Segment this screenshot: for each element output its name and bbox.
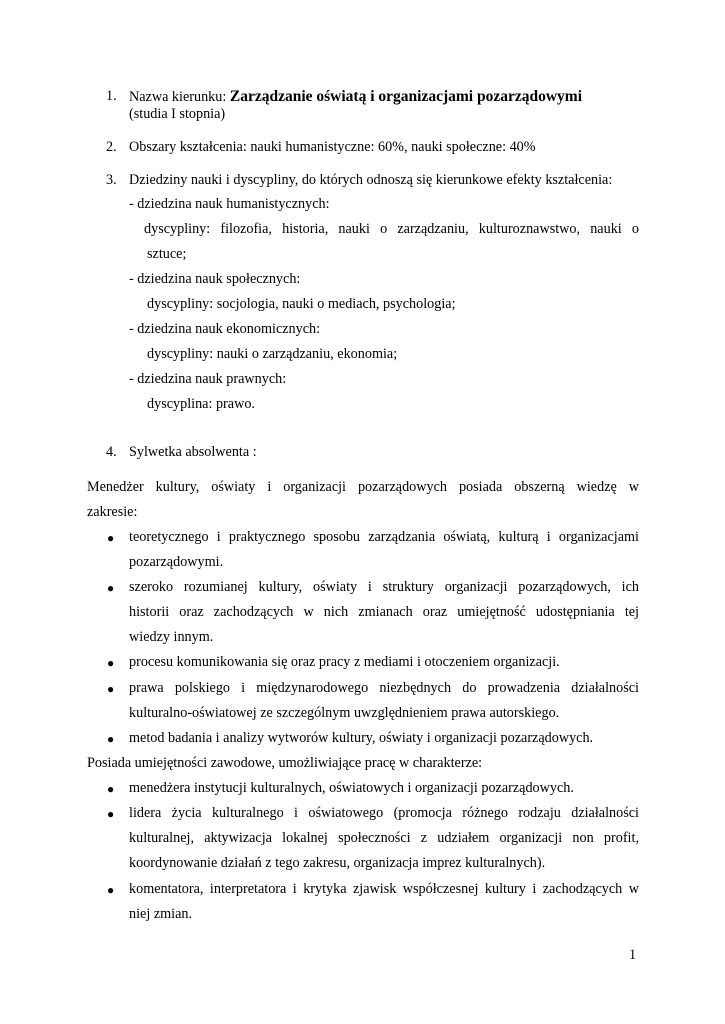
bullet-icon: ● xyxy=(107,682,115,696)
profile-intro-line1: Menedżer kultury, oświaty i organizacji pozarządowych posiada obszerną wiedzę w xyxy=(87,479,639,495)
profile-intro-line2: zakresie: xyxy=(87,504,138,520)
knowledge-3-line1: procesu komunikowania się oraz pracy z mediami i otoczeniem organizacji. xyxy=(129,654,560,670)
knowledge-1-line1: teoretycznego i praktycznego sposobu zarządzania oświatą, kulturą i organizacjami xyxy=(129,529,639,545)
bullet-icon: ● xyxy=(107,732,115,746)
item-1-value: Zarządzanie oświatą i organizacjami pozarządowymi xyxy=(229,88,582,105)
skills-2-line2: kulturalnej, aktywizacja lokalnej społeczności z udziałem organizacji non profit, xyxy=(129,830,639,846)
skills-3-line2: niej zmian. xyxy=(129,906,193,922)
item-3-number: 3. xyxy=(106,172,117,188)
item-1-sub: (studia I stopnia) xyxy=(129,106,226,122)
knowledge-4-line1: prawa polskiego i międzynarodowego niezbędnych do prowadzenia działalności xyxy=(129,680,639,696)
bullet-icon: ● xyxy=(107,807,115,821)
bullet-icon: ● xyxy=(107,581,115,595)
domain-social: - dziedzina nauk społecznych: xyxy=(129,271,301,287)
item-2-number: 2. xyxy=(106,139,117,155)
bullet-icon: ● xyxy=(107,656,115,670)
item-1-line xyxy=(129,88,582,106)
disciplines-law: dyscyplina: prawo. xyxy=(147,396,255,412)
domain-economic: - dziedzina nauk ekonomicznych: xyxy=(129,321,321,337)
disciplines-economic: dyscypliny: nauki o zarządzaniu, ekonomia; xyxy=(147,346,398,362)
item-2-text: Obszary kształcenia: nauki humanistyczne: 60%, nauki społeczne: 40% xyxy=(129,139,536,155)
skills-3-line1: komentatora, interpretatora i krytyka zjawisk współczesnej kultury i zachodzących w xyxy=(129,881,639,897)
knowledge-2-line2: historii oraz zachodzących w nich zmianach oraz umiejętność udostępniania tej xyxy=(129,604,639,620)
knowledge-2-line3: wiedzy innym. xyxy=(129,629,214,645)
knowledge-5-line1: metod badania i analizy wytworów kultury, oświaty i organizacji pozarządowych. xyxy=(129,730,594,746)
disciplines-humanities-line1: dyscypliny: filozofia, historia, nauki o zarządzaniu, kulturoznawstwo, nauki o xyxy=(144,221,639,237)
domain-humanities: - dziedzina nauk humanistycznych: xyxy=(129,196,330,212)
item-4-text: Sylwetka absolwenta : xyxy=(129,444,257,460)
bullet-icon: ● xyxy=(107,883,115,897)
bullet-icon: ● xyxy=(107,782,115,796)
domain-law: - dziedzina nauk prawnych: xyxy=(129,371,287,387)
item-3-text: Dziedziny nauki i dyscypliny, do których odnoszą się kierunkowe efekty kształcenia: xyxy=(129,172,613,188)
item-1-label: Nazwa kierunku: xyxy=(129,89,230,105)
knowledge-2-line1: szeroko rozumianej kultury, oświaty i struktury organizacji pozarządowych, ich xyxy=(129,579,639,595)
item-4-number: 4. xyxy=(106,444,117,460)
page-number: 1 xyxy=(629,947,637,963)
disciplines-social: dyscypliny: socjologia, nauki o mediach, psychologia; xyxy=(147,296,456,312)
skills-1-line1: menedżera instytucji kulturalnych, oświatowych i organizacji pozarządowych. xyxy=(129,780,574,796)
disciplines-humanities-line2: sztuce; xyxy=(147,246,187,262)
skills-2-line3: koordynowanie działań z tego zakresu, organizacja imprez kulturalnych). xyxy=(129,855,546,871)
skills-2-line1: lidera życia kulturalnego i oświatowego (promocja różnego rodzaju działalności xyxy=(129,805,639,821)
knowledge-1-line2: pozarządowymi. xyxy=(129,554,224,570)
item-1-number: 1. xyxy=(106,88,117,104)
knowledge-4-line2: kulturalno-oświatowej ze szczególnym uwzględnieniem prawa autorskiego. xyxy=(129,705,560,721)
skills-intro: Posiada umiejętności zawodowe, umożliwiające pracę w charakterze: xyxy=(87,755,483,771)
bullet-icon: ● xyxy=(107,531,115,545)
